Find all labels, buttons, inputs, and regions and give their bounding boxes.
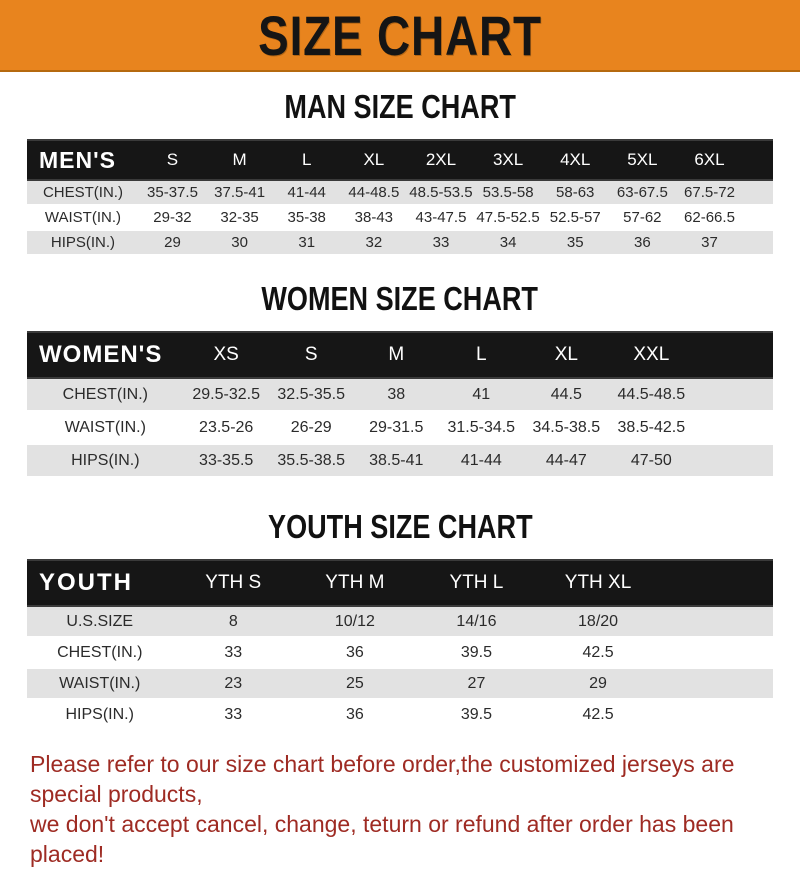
row-label: CHEST(IN.) [27,378,184,411]
size-column-header: 6XL [676,140,743,180]
table-row [27,411,773,444]
size-value-cell: 35-37.5 [139,180,206,205]
row-spacer-cell [694,378,773,411]
women-section-heading [0,256,800,331]
row-label: HIPS(IN.) [27,699,172,730]
size-column-header: XS [184,332,269,378]
row-spacer-cell [743,180,773,205]
size-value-cell: 35 [542,230,609,255]
size-column-header: S [269,332,354,378]
size-value-cell: 44-48.5 [340,180,407,205]
size-column-header: M [206,140,273,180]
size-value-cell: 32 [340,230,407,255]
size-value-cell: 29 [139,230,206,255]
size-value-cell: 38.5-42.5 [609,411,694,444]
size-value-cell: 36 [294,637,416,668]
size-value-cell: 31.5-34.5 [439,411,524,444]
row-label: WAIST(IN.) [27,205,139,230]
size-column-header: 2XL [407,140,474,180]
banner-title: SIZE CHART [258,3,542,67]
size-value-cell: 29 [537,668,659,699]
size-column-header: 4XL [542,140,609,180]
size-value-cell: 29-32 [139,205,206,230]
size-value-cell: 58-63 [542,180,609,205]
size-value-cell: 67.5-72 [676,180,743,205]
table-row [27,699,773,730]
footer-note [0,749,800,869]
size-value-cell: 57-62 [609,205,676,230]
size-column-header: 5XL [609,140,676,180]
size-value-cell: 35-38 [273,205,340,230]
size-value-cell: 53.5-58 [475,180,542,205]
size-value-cell: 34.5-38.5 [524,411,609,444]
header-spacer-cell [659,560,773,606]
size-value-cell: 47-50 [609,444,694,477]
men-table-header-row [27,140,773,180]
size-value-cell: 42.5 [537,699,659,730]
table-row [27,606,773,637]
size-value-cell: 47.5-52.5 [475,205,542,230]
row-spacer-cell [743,230,773,255]
size-value-cell: 23.5-26 [184,411,269,444]
size-value-cell: 29-31.5 [354,411,439,444]
row-spacer-cell [694,411,773,444]
row-label: CHEST(IN.) [27,637,172,668]
size-value-cell: 63-67.5 [609,180,676,205]
men-section-heading-text: MAN SIZE CHART [284,88,516,125]
size-value-cell: 33 [172,637,294,668]
size-value-cell: 26-29 [269,411,354,444]
row-label: CHEST(IN.) [27,180,139,205]
row-spacer-cell [694,444,773,477]
size-value-cell: 31 [273,230,340,255]
size-value-cell: 39.5 [416,637,538,668]
size-column-header: XL [340,140,407,180]
row-label: U.S.SIZE [27,606,172,637]
table-row [27,230,773,255]
women-table-header-row [27,332,773,378]
size-value-cell: 44-47 [524,444,609,477]
size-value-cell: 44.5 [524,378,609,411]
size-value-cell: 62-66.5 [676,205,743,230]
table-row [27,668,773,699]
women-table-corner-label: WOMEN'S [27,332,184,378]
header-spacer-cell [743,140,773,180]
size-value-cell: 41-44 [439,444,524,477]
women-size-chart-section [0,256,800,478]
size-value-cell: 44.5-48.5 [609,378,694,411]
row-spacer-cell [659,637,773,668]
size-value-cell: 18/20 [537,606,659,637]
size-value-cell: 32-35 [206,205,273,230]
size-column-header: YTH S [172,560,294,606]
size-value-cell: 48.5-53.5 [407,180,474,205]
size-value-cell: 14/16 [416,606,538,637]
size-column-header: YTH L [416,560,538,606]
table-row [27,180,773,205]
men-size-chart-section [0,72,800,256]
size-column-header: M [354,332,439,378]
size-value-cell: 36 [294,699,416,730]
size-value-cell: 41 [439,378,524,411]
size-value-cell: 52.5-57 [542,205,609,230]
size-column-header: XXL [609,332,694,378]
row-label: HIPS(IN.) [27,230,139,255]
size-value-cell: 25 [294,668,416,699]
youth-size-chart-section [0,478,800,731]
size-value-cell: 34 [475,230,542,255]
size-value-cell: 35.5-38.5 [269,444,354,477]
size-chart-banner [0,0,800,72]
youth-size-table [27,559,773,731]
size-value-cell: 23 [172,668,294,699]
men-size-table [27,139,773,256]
size-value-cell: 33-35.5 [184,444,269,477]
size-column-header: XL [524,332,609,378]
size-column-header: S [139,140,206,180]
women-size-table [27,331,773,478]
size-value-cell: 41-44 [273,180,340,205]
row-label: HIPS(IN.) [27,444,184,477]
size-value-cell: 39.5 [416,699,538,730]
size-value-cell: 43-47.5 [407,205,474,230]
table-row [27,637,773,668]
size-value-cell: 36 [609,230,676,255]
size-value-cell: 37 [676,230,743,255]
youth-section-heading-text: YOUTH SIZE CHART [267,508,533,545]
row-label: WAIST(IN.) [27,411,184,444]
row-spacer-cell [659,668,773,699]
youth-table-corner-label: YOUTH [27,560,172,606]
size-value-cell: 8 [172,606,294,637]
size-value-cell: 37.5-41 [206,180,273,205]
footer-note-line-2: we don't accept cancel, change, teturn or refund after order has been placed! [30,811,734,867]
size-value-cell: 32.5-35.5 [269,378,354,411]
table-row [27,378,773,411]
size-column-header: L [439,332,524,378]
size-column-header: YTH M [294,560,416,606]
youth-section-heading [0,478,800,559]
header-spacer-cell [694,332,773,378]
size-column-header: 3XL [475,140,542,180]
size-column-header: L [273,140,340,180]
size-value-cell: 38 [354,378,439,411]
size-value-cell: 30 [206,230,273,255]
footer-note-line-1: Please refer to our size chart before order,the customized jerseys are special products, [30,751,735,807]
table-row [27,444,773,477]
size-value-cell: 10/12 [294,606,416,637]
youth-table-header-row [27,560,773,606]
row-spacer-cell [659,699,773,730]
row-spacer-cell [659,606,773,637]
size-value-cell: 29.5-32.5 [184,378,269,411]
size-column-header: YTH XL [537,560,659,606]
men-section-heading [0,72,800,139]
row-label: WAIST(IN.) [27,668,172,699]
size-value-cell: 33 [407,230,474,255]
men-table-corner-label: MEN'S [27,140,139,180]
size-value-cell: 33 [172,699,294,730]
size-value-cell: 38.5-41 [354,444,439,477]
women-section-heading-text: WOMEN SIZE CHART [261,280,539,317]
table-row [27,205,773,230]
size-value-cell: 42.5 [537,637,659,668]
size-value-cell: 38-43 [340,205,407,230]
size-value-cell: 27 [416,668,538,699]
row-spacer-cell [743,205,773,230]
